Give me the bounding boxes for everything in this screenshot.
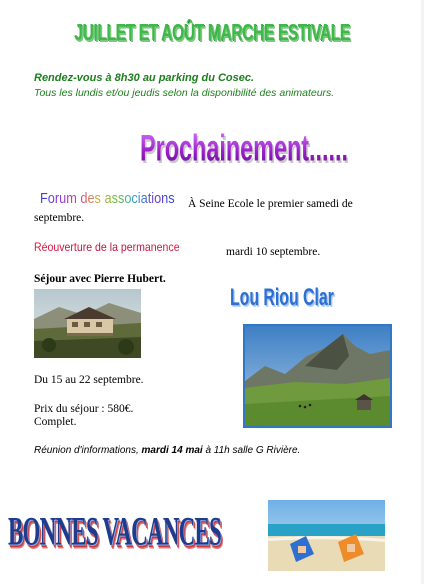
beach-photo: [268, 500, 385, 571]
forum-text-line2: septembre.: [34, 212, 85, 224]
trip-dates: Du 15 au 22 septembre.: [34, 374, 144, 386]
farewell-wordart: BONNES VACANCES: [8, 508, 222, 554]
title-wordart: JUILLET ET AOÛT MARCHE ESTIVALE: [74, 20, 350, 46]
chalet-photo: [34, 289, 141, 358]
upcoming-heading-wordart: Prochainement......: [140, 128, 349, 170]
mountain-photo: [243, 324, 392, 428]
info-meeting-text: [34, 445, 300, 456]
info-meeting-pre: Réunion d'informations,: [34, 445, 142, 456]
trip-place-wordart: Lou Riou Clar: [230, 283, 334, 311]
meeting-point-text: Rendez-vous à 8h30 au parking du Cosec.: [34, 72, 255, 84]
info-meeting-post: à 11h salle G Rivière.: [202, 445, 301, 456]
reopening-date: mardi 10 septembre.: [226, 246, 321, 258]
schedule-text: Tous les lundis et/ou jeudis selon la disponibilité des animateurs.: [34, 87, 335, 99]
reopening-wordart: Réouverture de la permanence: [34, 240, 180, 254]
trip-title: Séjour avec Pierre Hubert.: [34, 273, 166, 285]
forum-wordart: Forum des associations: [40, 190, 175, 207]
forum-text-line1: À Seine Ecole le premier samedi de: [188, 198, 353, 210]
trip-status: Complet.: [34, 416, 77, 428]
trip-price: Prix du séjour : 580€.: [34, 403, 134, 415]
info-meeting-date: mardi 14 mai: [141, 445, 203, 456]
